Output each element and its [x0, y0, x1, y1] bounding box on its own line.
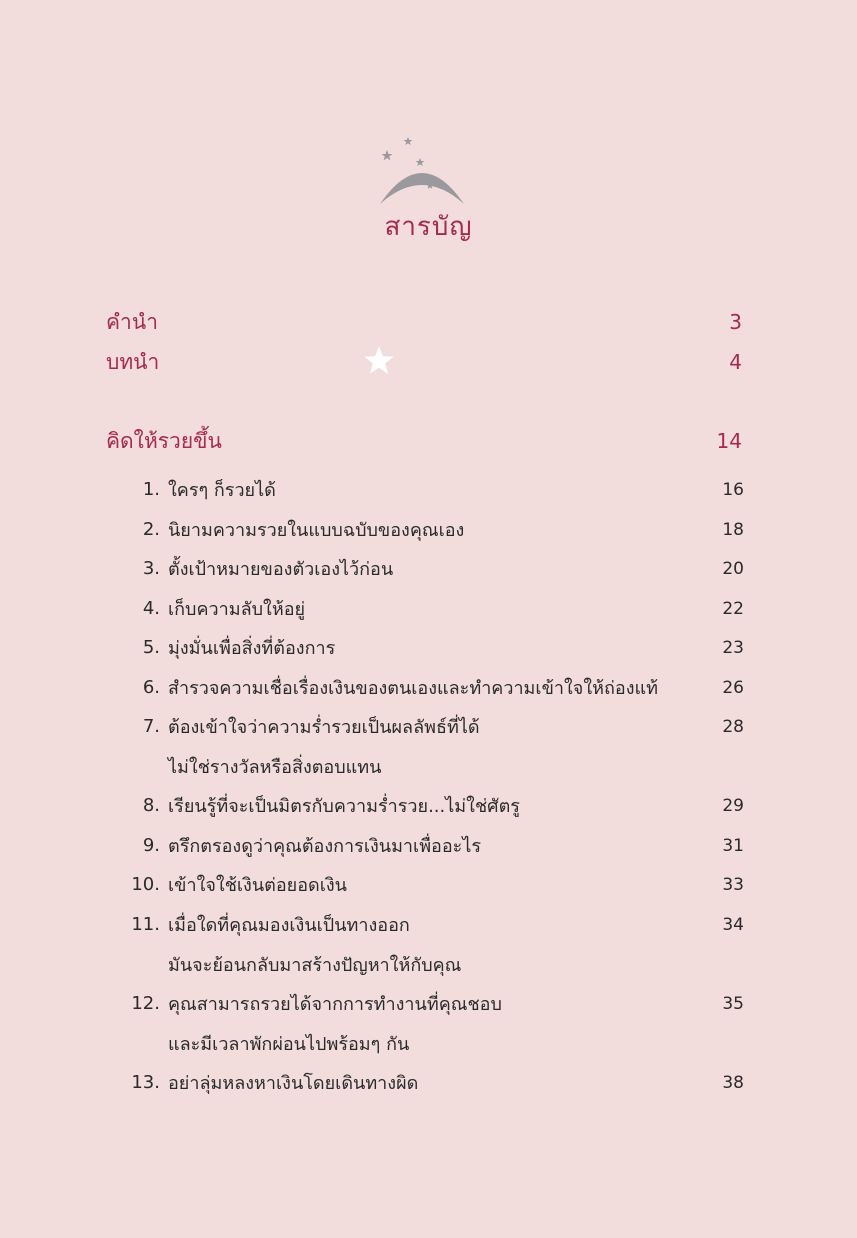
entry-number: 8.: [142, 795, 160, 817]
entry-page: 31: [722, 835, 744, 856]
toc-entry: [128, 865, 744, 905]
entry-title-continued: ไม่ใช่รางวัลหรือสิ่งตอบแทน: [168, 757, 382, 779]
star-icon: [363, 345, 395, 377]
entry-number: 12.: [131, 993, 160, 1015]
section-label: คิดให้รวยขึ้น: [106, 428, 222, 453]
entry-number: 11.: [131, 914, 160, 936]
entry-page: 28: [722, 716, 744, 737]
entry-number: 4.: [142, 598, 160, 620]
toc-entry: [128, 510, 744, 550]
entry-title: ตั้งเป้าหมายของตัวเองไว้ก่อน: [168, 559, 394, 581]
entry-number: 13.: [131, 1072, 160, 1094]
entry-page: 35: [722, 993, 744, 1014]
entry-page: 38: [722, 1072, 744, 1093]
toc-entry: [128, 707, 744, 786]
toc-section-row: [106, 347, 742, 377]
entry-title: อย่าลุ่มหลงหาเงินโดยเดินทางผิด: [168, 1073, 419, 1095]
arc-stars-icon: [372, 132, 472, 212]
entry-title-continued: มันจะย้อนกลับมาสร้างปัญหาให้กับคุณ: [168, 955, 462, 977]
entry-number: 6.: [142, 677, 160, 699]
entry-title-continued: และมีเวลาพักผ่อนไปพร้อมๆ กัน: [168, 1034, 410, 1056]
entry-number: 2.: [142, 519, 160, 541]
entry-number: 10.: [131, 874, 160, 896]
toc-entry: [128, 826, 744, 866]
entry-title: มุ่งมั่นเพื่อสิ่งที่ต้องการ: [168, 638, 336, 660]
entry-page: 29: [722, 795, 744, 816]
entry-title: เก็บความลับให้อยู่: [168, 599, 306, 621]
entry-title: ใครๆ ก็รวยได้: [168, 480, 276, 502]
entry-title: ตรึกตรองดูว่าคุณต้องการเงินมาเพื่ออะไร: [168, 836, 482, 858]
entry-number: 7.: [142, 716, 160, 738]
entry-title: ต้องเข้าใจว่าความร่ำรวยเป็นผลลัพธ์ที่ได้: [168, 717, 480, 739]
toc-entry: [128, 628, 744, 668]
section-label: บทนำ: [106, 349, 160, 374]
entry-number: 1.: [142, 479, 160, 501]
section-page: 3: [729, 310, 742, 334]
entry-title: เมื่อใดที่คุณมองเงินเป็นทางออก: [168, 915, 410, 937]
section-page: 14: [716, 429, 742, 453]
entry-title: คุณสามารถรวยได้จากการทำงานที่คุณชอบ: [168, 994, 502, 1016]
entry-title: นิยามความรวยในแบบฉบับของคุณเอง: [168, 520, 465, 542]
entry-page: 16: [722, 479, 744, 500]
section-label: คำนำ: [106, 309, 158, 334]
entry-page: 22: [722, 598, 744, 619]
entry-number: 3.: [142, 558, 160, 580]
entry-title: เข้าใจใช้เงินต่อยอดเงิน: [168, 875, 347, 897]
entry-page: 26: [722, 677, 744, 698]
toc-entry: [128, 470, 744, 510]
entry-page: 34: [722, 914, 744, 935]
entry-title: เรียนรู้ที่จะเป็นมิตรกับความร่ำรวย...ไม่ใช่ศัตรู: [168, 796, 520, 818]
entry-title: สำรวจความเชื่อเรื่องเงินของตนเองและทำความเข้าใจให้ถ่องแท้: [168, 678, 658, 700]
entry-page: 20: [722, 558, 744, 579]
toc-entry: [128, 786, 744, 826]
entry-page: 33: [722, 874, 744, 895]
toc-entry: [128, 668, 744, 708]
section-page: 4: [729, 350, 742, 374]
entry-page: 18: [722, 519, 744, 540]
entry-number: 5.: [142, 637, 160, 659]
toc-entry: [128, 905, 744, 984]
entry-page: 23: [722, 637, 744, 658]
toc-entry: [128, 1063, 744, 1103]
toc-section-row: [106, 307, 742, 337]
entry-number: 9.: [142, 835, 160, 857]
page-title: สารบัญ: [384, 212, 473, 242]
toc-entry: [128, 549, 744, 589]
toc-entry: [128, 984, 744, 1063]
toc-section-row: [106, 426, 742, 456]
toc-entry: [128, 589, 744, 629]
